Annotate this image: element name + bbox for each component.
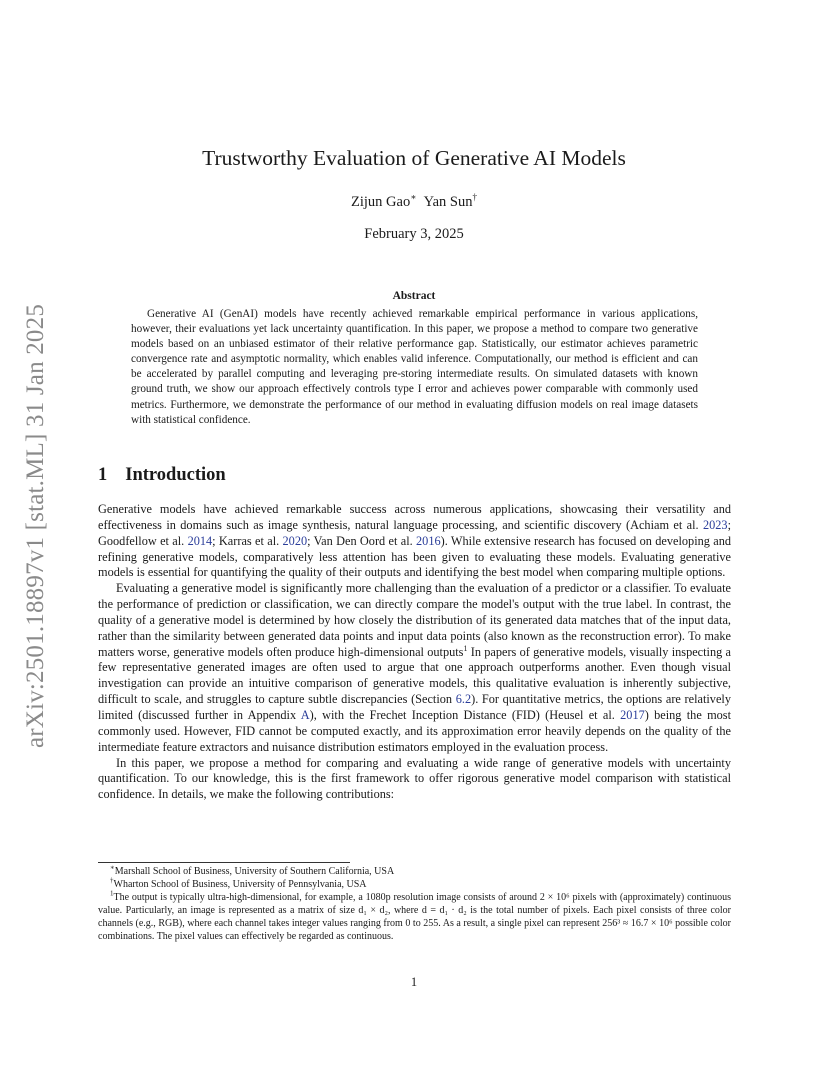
footnote (98, 865, 731, 878)
section-title: Introduction (125, 465, 226, 485)
footnote-mark: ∗ (110, 863, 115, 872)
text-span: ), with the Frechet Inception Distance (FID) (Heusel et al. (309, 707, 621, 722)
paragraph (98, 581, 731, 755)
page-number: 1 (410, 975, 418, 989)
text-span: ). For quantitative metrics, the options are relatively limited (discussed further in Appendix (98, 692, 731, 722)
text-span: ; Karras et al. (212, 533, 283, 548)
author-name: Zijun Gao (351, 193, 411, 210)
footnote-text: Wharton School of Business, University of Pennsylvania, USA (113, 879, 367, 891)
footnotes (98, 865, 731, 944)
author-list (0, 192, 828, 211)
paragraph (98, 502, 731, 581)
paper-title: Trustworthy Evaluation of Generative AI Models (202, 146, 626, 170)
footnote-text: The output is typically ultra-high-dimensional, for example, a 1080p resolution image consists of around 2 × 10⁶ pixels with (approximately) continuous value. Particularly, an image is represented as a matrix of size d₁ × d₂, where d = d₁ · d₂ is the total number of pixels. Each pixel consists of three color channels (e.g., RGB), where each channel takes integer values ranging from 0 to 255. As a result, a single pixel can represent 256³ ≈ 16.7 × 10⁶ possible color combinations. The pixel values can effectively be regarded as continuous. (98, 892, 731, 943)
footnote-mark: † (110, 876, 114, 885)
appendix-link[interactable]: A (300, 707, 310, 722)
author-name: Yan Sun (423, 193, 473, 210)
author-affiliation-mark: † (472, 192, 477, 202)
paragraph: In this paper, we propose a method for comparing and evaluating a wide range of generative models with uncertainty quantification. To our knowledge, this is the first framework to offer rigorous generative model comparison with statistical confidence. In details, we make the following contributions: (98, 755, 731, 802)
citation-link[interactable]: 2020 (282, 533, 308, 548)
footnote-divider (98, 862, 350, 863)
arxiv-stamp-text: arXiv:2501.18897v1 [stat.ML] 31 Jan 2025 (22, 303, 49, 749)
abstract-heading: Abstract (392, 290, 436, 302)
section-link[interactable]: 6.2 (455, 692, 472, 707)
author-affiliation-mark: ∗ (410, 192, 417, 202)
text-span: In papers of generative models, visually inspecting a few representative generated images are often used to argue that one approach outperforms another. Even though visual investigation can provide an intuitive comparison of generative models, this qualitative evaluation is inherently subjective, difficult to scale, and struggles to capture subtle discrepancies (Section (98, 644, 731, 707)
text-span: ) being the most commonly used. However, FID cannot be computed exactly, and its approximation error heavily depends on the quality of the intermediate feature extractors and nuisance distribution estimators employed in the evaluation process. (98, 707, 731, 754)
text-span: ). While extensive research has focused on developing and refining generative models, comparatively less attention has been given to evaluating these models. Evaluating generative models is essential for quantifying the quality of their outputs and identifying the best model when comparing multiple options. (98, 533, 732, 580)
text-span: ; Van Den Oord et al. (307, 533, 417, 548)
footnote (98, 891, 731, 943)
footnote-mark: 1 (110, 889, 114, 898)
abstract-text: Generative AI (GenAI) models have recently achieved remarkable empirical performance in various applications, however, their evaluations yet lack uncertainty quantification. In this paper, we propose a method to compare two generative models based on an unbiased estimator of their relative performance gap. Statistically, our estimator achieves parametric convergence rate and asymptotic normality, which enables valid inference. Computationally, our method is efficient and can be accelerated by parallel computing and leveraging pre-storing intermediate results. On simulated datasets with known ground truth, we show our approach effectively controls type I error and achieves power comparable with commonly used metrics. Furthermore, we demonstrate the performance of our method in evaluating diffusion models on real image datasets with statistical confidence. (131, 308, 698, 426)
footnote-link[interactable]: 1 (463, 643, 468, 653)
citation-link[interactable]: 2014 (187, 533, 213, 548)
section-number: 1 (98, 465, 108, 485)
paper-date: February 3, 2025 (364, 226, 464, 242)
text-span: Evaluating a generative model is significantly more challenging than the evaluation of a predictor or a classifier. To evaluate the performance of prediction or classification, we can directly compare the model's output with the true label. In contrast, the quality of a generative model is determined by how closely the distribution of its generated data matches that of the input data, rather than the similarity between generated data points and input data points (also known as the reconstruction error). To make matters worse, generative models often produce high-dimensional outputs (98, 581, 731, 659)
footnote-text: Marshall School of Business, University of Southern California, USA (114, 866, 395, 877)
body-text (98, 502, 731, 803)
citation-link[interactable]: 2016 (416, 533, 441, 548)
arxiv-stamp (20, 286, 52, 766)
text-span: ; Goodfellow et al. (98, 517, 731, 548)
citation-link[interactable]: 2023 (702, 517, 728, 532)
text-span: Generative models have achieved remarkable success across numerous applications, showcasing their versatility and effectiveness in domains such as image synthesis, natural language processing, and scientific discovery (Achiam et al. (98, 502, 731, 532)
footnote (98, 878, 731, 891)
section-heading (98, 465, 226, 486)
citation-link[interactable]: 2017 (620, 707, 645, 722)
